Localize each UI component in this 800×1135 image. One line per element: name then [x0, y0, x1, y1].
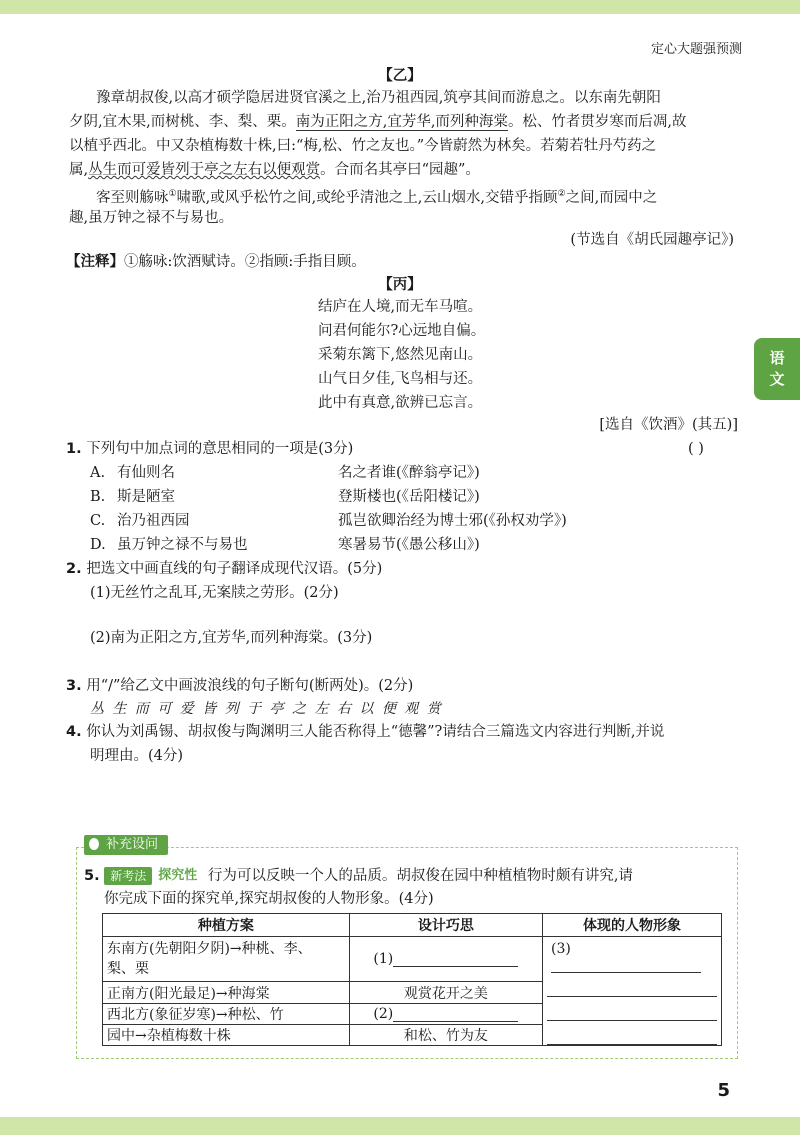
plan-cell: 园中→杂植梅数十株 [103, 1024, 350, 1045]
passage-yi-text: 属, [69, 162, 89, 178]
new-method-tag: 新考法 [104, 867, 152, 885]
question-2 [66, 559, 382, 579]
header-title: 定心大题强预测 [650, 42, 742, 57]
notes [66, 252, 366, 272]
passage-yi-text: 。松、竹者贯岁寒而后凋,故 [507, 114, 687, 130]
bottom-border [0, 1117, 800, 1135]
passage-yi-line [69, 112, 687, 132]
question-3 [66, 676, 413, 696]
question-1 [66, 439, 353, 459]
answer-line[interactable] [547, 973, 717, 997]
question-number: 1. [66, 441, 82, 457]
passage-bing-heading: 【丙】 [378, 277, 422, 293]
question-stem: 行为可以反映一个人的品质。胡叔俊在园中种植植物时颇有讲究,请 [207, 868, 633, 884]
blank-label: (3) [551, 941, 571, 957]
passage-yi-text: 夕阴,宜木果,而树桃、李、梨、栗。 [69, 114, 296, 130]
footnote-marker: ② [557, 189, 566, 199]
question-5-line2: 你完成下面的探究单,探究胡叔俊的人物形象。(4分) [104, 891, 434, 907]
passage-yi-line: 以植乎西北。中又杂植梅数十株,曰:“梅,松、竹之友也。”今皆蔚然为林矣。若菊若牡丹芍药之 [69, 138, 657, 154]
option-a-label: A. [90, 465, 106, 481]
question-stem: 用“/”给乙文中画波浪线的句子断句(断两处)。(2分) [86, 678, 414, 694]
passage-yi-text: 啸歌,或风乎松竹之间,或纶乎清池之上,云山烟水,交错乎指顾 [176, 189, 558, 206]
passage-yi-line [69, 160, 480, 180]
table-header-row [103, 914, 722, 937]
passage-yi-text: 客至则觞咏 [96, 189, 169, 206]
answer-blank-1[interactable] [393, 952, 518, 967]
poem-line: 结庐在人境,而无车马喧。 [318, 299, 483, 315]
image-cell[interactable] [543, 937, 722, 1046]
option-c-label: C. [90, 513, 106, 529]
question-number: 4. [66, 724, 82, 740]
blank-label: (2) [373, 1005, 394, 1022]
question-number: 5. [84, 868, 100, 884]
question-4-line2: 明理由。(4分) [90, 748, 184, 764]
supplement-label-text: 补充设问 [106, 837, 159, 852]
answer-blank-2[interactable] [393, 1007, 518, 1022]
lightbulb-icon [89, 838, 99, 850]
option-d-label: D. [90, 537, 106, 553]
blank-label: (1) [373, 951, 394, 968]
plan-text: 东南方(先朝阳夕阴)→种桃、李、 [107, 941, 312, 958]
question-4 [66, 722, 664, 742]
question-stem: 下列句中加点词的意思相同的一项是(3分) [86, 441, 354, 457]
top-border [0, 0, 800, 14]
answer-blank-3[interactable] [551, 958, 701, 973]
plan-cell [103, 937, 350, 982]
option-b-label: B. [90, 489, 106, 505]
option-d-right: 寒暑易节(《愚公移山》) [338, 537, 480, 553]
poem-line: 采菊东篱下,悠然见南山。 [318, 347, 483, 363]
column-header: 种植方案 [103, 914, 350, 937]
answer-line[interactable] [547, 997, 717, 1021]
option-b-right: 登斯楼也(《岳阳楼记》) [338, 489, 480, 505]
question-stem: 把选文中画直线的句子翻译成现代汉语。(5分) [86, 561, 383, 577]
question-2-sub2: (2)南为正阳之方,宜芳华,而列种海棠。(3分) [90, 630, 373, 646]
notes-label: 【注释】 [66, 254, 124, 270]
question-5 [84, 866, 633, 886]
answer-bracket[interactable]: ( ) [688, 441, 704, 457]
plan-cell: 西北方(象征岁寒)→种松、竹 [103, 1003, 350, 1024]
passage-yi-line: 豫章胡叔俊,以高才硕学隐居进贤官溪之上,治乃祖西园,筑亭其间而游息之。以东南先朝阳 [96, 90, 661, 106]
question-number: 2. [66, 561, 82, 577]
question-stem: 你认为刘禹锡、胡叔俊与陶渊明三人能否称得上“德馨”?请结合三篇选文内容进行判断,并说 [86, 724, 665, 740]
question-2-sub1: (1)无丝竹之乱耳,无案牍之劳形。(2分) [90, 585, 339, 601]
passage-yi-line: 趣,虽万钟之禄不与易也。 [69, 210, 234, 226]
passage-bing-source: [选自《饮酒》(其五)] [599, 417, 738, 433]
plan-text: 梨、栗 [107, 961, 149, 978]
option-c-right: 孤岂欲卿治经为博士邪(《孙权劝学》) [338, 513, 567, 529]
passage-yi-text: 之间,而园中之 [565, 189, 658, 206]
question-number: 3. [66, 678, 82, 694]
option-a-left: 有仙则名 [117, 465, 175, 481]
subject-tab-line1: 语 [769, 349, 785, 367]
option-c-left: 治乃祖西园 [117, 513, 190, 529]
option-b-left: 斯是陋室 [117, 489, 175, 505]
passage-yi-line [96, 184, 657, 208]
answer-line[interactable] [547, 1021, 717, 1045]
page-number: 5 [717, 1080, 730, 1101]
poem-line: 问君何能尔?心远地自偏。 [318, 323, 486, 339]
idea-cell[interactable] [349, 1003, 542, 1024]
option-d-left: 虽万钟之禄不与易也 [117, 537, 248, 553]
wavy-underline-sentence: 丛生而可爱皆列于亭之左右以便观赏 [88, 162, 321, 178]
passage-yi-source: (节选自《胡氏园趣亭记》) [570, 232, 734, 248]
question-3-text: 丛 生 而 可 爱 皆 列 于 亭 之 左 右 以 便 观 赏 [90, 701, 443, 717]
inquiry-tag: 探究性 [158, 868, 198, 883]
idea-cell: 和松、竹为友 [349, 1024, 542, 1045]
poem-line: 山气日夕佳,飞鸟相与还。 [318, 371, 483, 387]
subject-tab-line2: 文 [769, 370, 785, 388]
passage-yi-text: 。合而名其亭曰“园趣”。 [320, 162, 480, 178]
poem-line: 此中有真意,欲辨已忘言。 [318, 395, 483, 411]
option-a-right: 名之者谁(《醉翁亭记》) [338, 465, 480, 481]
plan-cell: 正南方(阳光最足)→种海棠 [103, 982, 350, 1003]
subject-tab[interactable] [754, 338, 800, 400]
table-row [103, 937, 722, 982]
column-header: 体现的人物形象 [543, 914, 722, 937]
supplement-label [84, 835, 168, 855]
idea-cell: 观赏花开之美 [349, 982, 542, 1003]
passage-yi-heading: 【乙】 [378, 68, 422, 84]
inquiry-table [102, 913, 722, 1046]
footnote-marker: ① [168, 189, 177, 199]
idea-cell[interactable] [349, 937, 542, 982]
column-header: 设计巧思 [349, 914, 542, 937]
notes-text: ①觞咏:饮酒赋诗。②指顾:手指目顾。 [124, 254, 366, 270]
straight-underline-sentence: 南为正阳之方,宜芳华,而列种海棠 [295, 114, 508, 130]
